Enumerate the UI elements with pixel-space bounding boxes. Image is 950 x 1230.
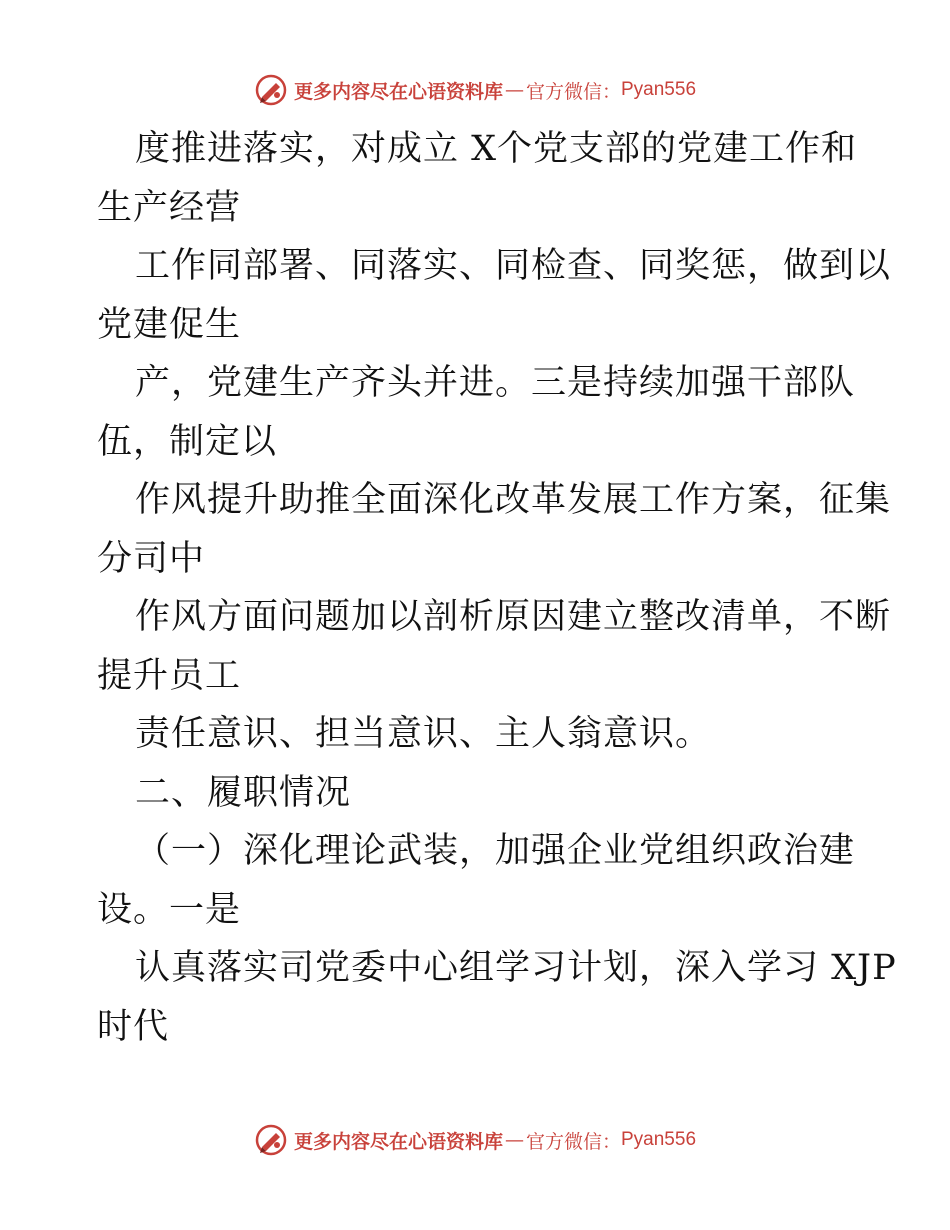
body-line: 认真落实司党委中心组学习计划，深入学习 XJP	[135, 948, 897, 988]
footer-watermark-banner	[0, 1120, 950, 1160]
subsection-heading: （一）深化理论武装，加强企业党组织政治建	[135, 831, 856, 871]
body-line: 作风提升助推全面深化改革发展工作方案，征集	[135, 480, 892, 520]
document-body	[97, 120, 897, 1056]
body-line: 度推进落实，对成立 X个党支部的党建工作和	[135, 129, 858, 169]
banner-dash: —	[504, 79, 524, 101]
body-line: 提升员工	[97, 655, 242, 696]
pen-logo-icon	[254, 1123, 288, 1157]
pen-logo-icon	[254, 73, 288, 107]
banner-dash: —	[504, 1129, 524, 1151]
banner-site-name: 更多内容尽在心语资料库	[293, 1130, 503, 1153]
section-heading: 二、履职情况	[135, 772, 352, 813]
body-line: 设。一是	[97, 889, 242, 930]
banner-wechat-label: 官方微信：	[525, 80, 621, 103]
banner-wechat-id: Pyan556	[621, 79, 697, 100]
body-line: 伍，制定以	[97, 421, 278, 462]
banner-site-name: 更多内容尽在心语资料库	[293, 80, 503, 103]
header-watermark-banner	[0, 70, 950, 110]
body-line: 工作同部署、同落实、同检查、同奖惩，做到以	[135, 246, 892, 286]
banner-wechat-id: Pyan556	[621, 1129, 697, 1150]
body-line: 时代	[97, 1006, 170, 1047]
banner-wechat-label: 官方微信：	[525, 1130, 621, 1153]
body-line: 分司中	[97, 538, 206, 579]
body-line: 党建促生	[97, 304, 242, 345]
body-line: 责任意识、担当意识、主人翁意识。	[135, 714, 712, 754]
body-line: 产，党建生产齐头并进。三是持续加强干部队	[135, 363, 856, 403]
body-line: 生产经营	[97, 187, 242, 228]
body-line: 作风方面问题加以剖析原因建立整改清单，不断	[135, 597, 892, 637]
